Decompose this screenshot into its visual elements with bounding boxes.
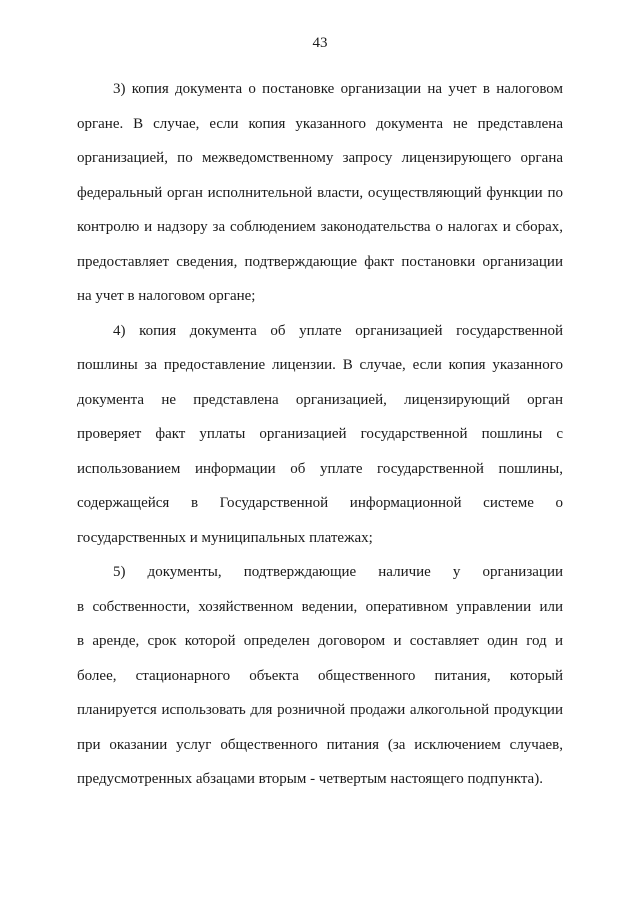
text-line: в аренде, срок которой определен договором и составляет один год и (77, 633, 563, 649)
text-line: 5) документы, подтверждающие наличие у организации (113, 564, 563, 580)
page-number: 43 (312, 35, 328, 51)
paragraph-5 (77, 555, 563, 797)
text-line: государственных и муниципальных платежах; (77, 529, 373, 546)
text-line: 4) копия документа об уплате организацией государственной (113, 322, 563, 339)
text-line: использованием информации об уплате государственной пошлины, (77, 460, 563, 477)
text-line: органе. В случае, если копия указанного документа не представлена (77, 115, 563, 132)
text-line: федеральный орган исполнительной власти, осуществляющий функции по (77, 184, 563, 201)
text-line: пошлины за предоставление лицензии. В случае, если копия указанного (77, 357, 563, 373)
text-line: проверяет факт уплаты организацией государственной пошлины с (77, 426, 563, 442)
paragraph-4 (77, 314, 563, 556)
text-line: контролю и надзору за соблюдением законодательства о налогах и сборах, (77, 219, 563, 235)
text-line: более, стационарного объекта общественного питания, который (77, 667, 563, 684)
text-line: предоставляет сведения, подтверждающие факт постановки организации (77, 253, 563, 270)
text-line: документа не представлена организацией, лицензирующий орган (77, 391, 563, 408)
paragraph-3 (77, 72, 563, 314)
text-line: планируется использовать для розничной продажи алкогольной продукции (77, 702, 563, 718)
text-line: организацией, по межведомственному запросу лицензирующего органа (77, 150, 563, 166)
text-line: 3) копия документа о постановке организации на учет в налоговом (113, 81, 563, 97)
text-line: при оказании услуг общественного питания (за исключением случаев, (77, 736, 563, 753)
text-line: предусмотренных абзацами вторым - четвертым настоящего подпункта). (77, 771, 543, 787)
text-line: в собственности, хозяйственном ведении, оперативном управлении или (77, 598, 563, 615)
text-line: на учет в налоговом органе; (77, 288, 256, 304)
text-line: содержащейся в Государственной информационной системе о (77, 495, 563, 511)
document-body (77, 72, 563, 797)
